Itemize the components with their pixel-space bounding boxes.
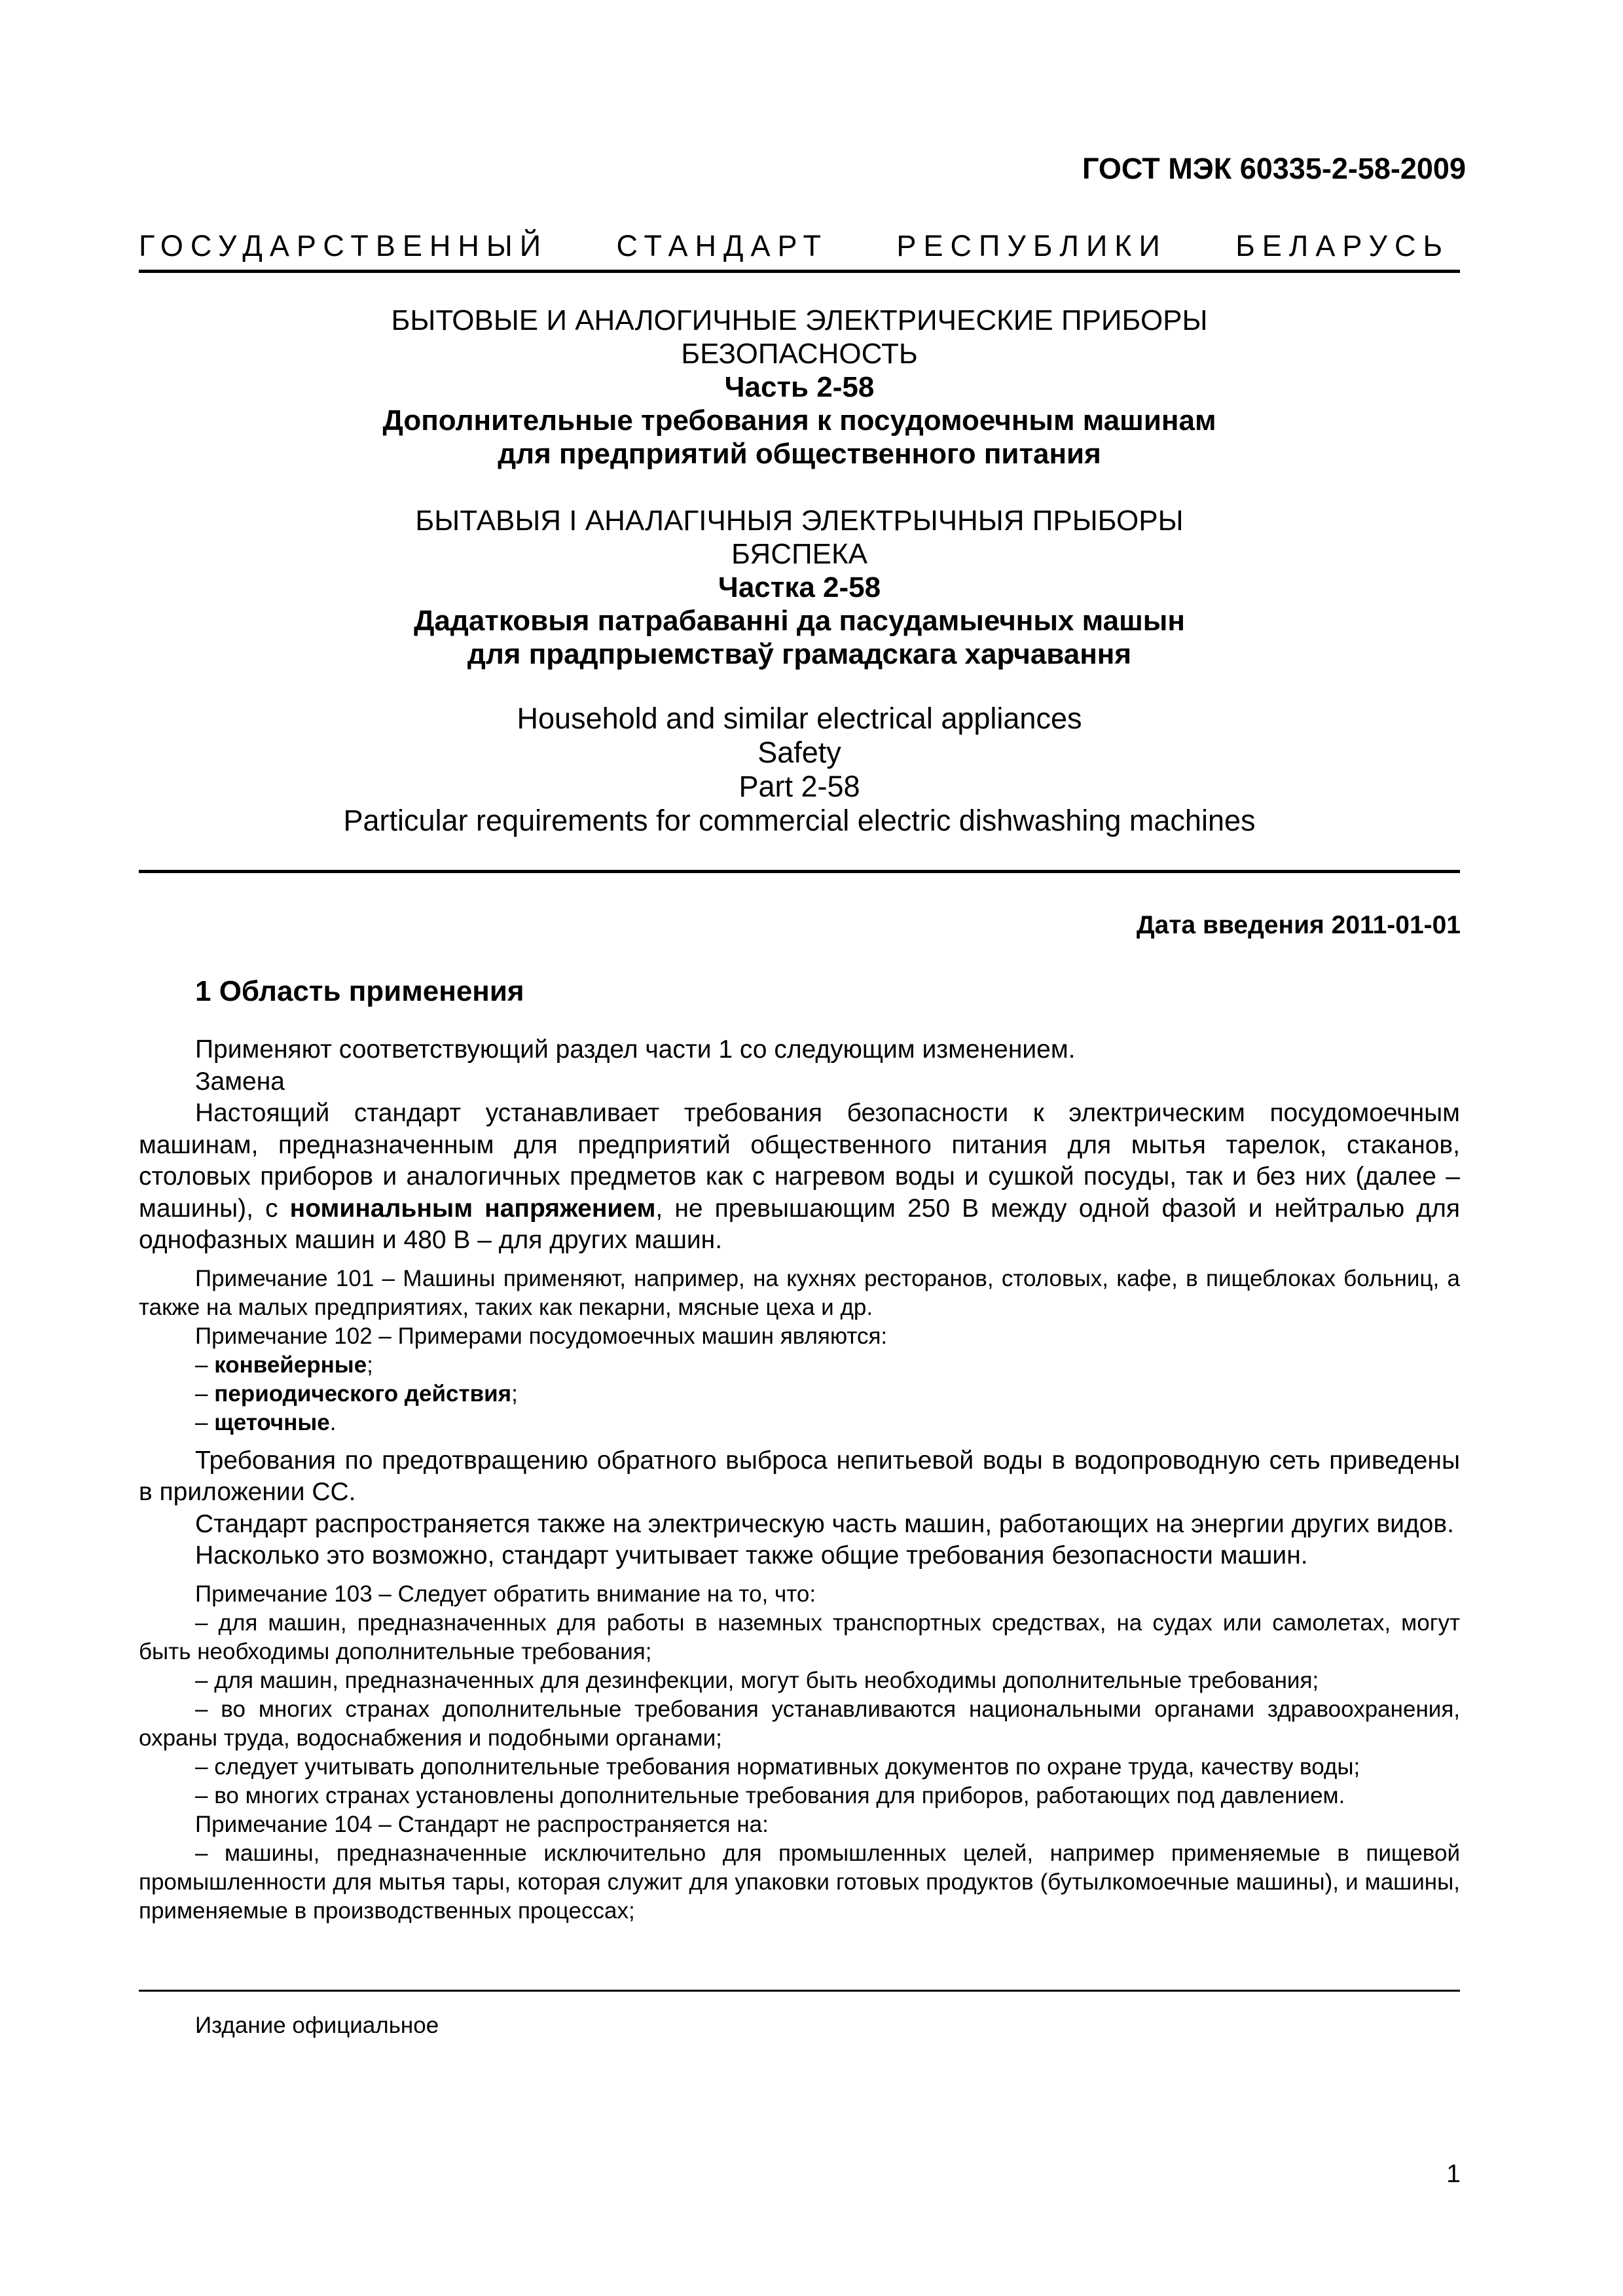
paragraph-text: , не превышающим 250 В между одной фазой и нейтралью для однофазных машин и 480 В – для других машин. (139, 1194, 1460, 1254)
title-by-part: Частка 2-58 (718, 571, 881, 603)
note-list-item: – во многих странах дополнительные требования устанавливаются национальными органами здравоохранения, охраны труда, водоснабжения и подобными органами; (139, 1696, 1460, 1751)
paragraph: Насколько это возможно, стандарт учитывает также общие требования безопасности машин. (195, 1541, 1308, 1570)
paragraph: Требования по предотвращению обратного выброса непитьевой воды в водопроводную сеть приведены в приложении СС. (139, 1446, 1460, 1506)
title-ru-line: БЕЗОПАСНОСТЬ (681, 338, 918, 370)
introduction-date: Дата введения 2011-01-01 (1136, 911, 1461, 939)
paragraph: Стандарт распространяется также на электрическую часть машин, работающих на энергии других видов. (195, 1509, 1454, 1538)
spacer (139, 1437, 1460, 1445)
dash: – (195, 1409, 215, 1435)
title-en-part: Part 2-58 (739, 770, 860, 803)
punct: ; (367, 1352, 373, 1378)
document-code: ГОСТ МЭК 60335-2-58-2009 (1082, 152, 1466, 185)
header-divider (139, 270, 1460, 273)
title-en-line: Household and similar electrical appliances (517, 702, 1082, 735)
title-ru-subtitle: для предприятий общественного питания (498, 438, 1101, 470)
title-ru-line: БЫТОВЫЕ И АНАЛОГИЧНЫЕ ЭЛЕКТРИЧЕСКИЕ ПРИБОРЫ (391, 304, 1208, 336)
spacer (139, 1572, 1460, 1580)
punct: . (329, 1409, 337, 1435)
note-102: Примечание 102 – Примерами посудомоечных машин являются: (195, 1323, 888, 1349)
note-101: Примечание 101 – Машины применяют, например, на кухнях ресторанов, столовых, кафе, в пищеблоках больниц, а также на малых предприятиях, таких как пекарни, мясные цеха и др. (139, 1265, 1460, 1320)
title-ru-subtitle: Дополнительные требования к посудомоечным машинам (382, 404, 1216, 437)
term: щеточные (214, 1409, 330, 1435)
title-by-line: БЯСПЕКА (731, 538, 867, 570)
paragraph: Применяют соответствующий раздел части 1 со следующим изменением. (195, 1035, 1076, 1064)
term: конвейерные (214, 1352, 367, 1378)
note-list-item: – для машин, предназначенных для работы в наземных транспортных средствах, на судах или самолетах, могут быть необходимы дополнительные требования; (139, 1609, 1460, 1664)
term-rated-voltage: номинальным напряжением (289, 1194, 656, 1223)
paragraph-text: Настоящий стандарт устанавливает требования безопасности к электрическим посудомоечным машинам, предназначенным для предприятий общественного питания для мытья тарелок, стаканов, столовых приборов и аналогичных предметов как с нагревом воды и сушкой посуды, так и без них (далее – машины), с (139, 1099, 1460, 1223)
note-list-item: – машины, предназначенные исключительно для промышленных целей, например применяемые в пищевой промышленности для мытья тары, которая служит для упаковки готовых продуктов (бутылкомоечные машины), и машины, применяемые в производственных процессах; (139, 1840, 1460, 1924)
title-by-subtitle: для прадпрыемстваў грамадскага харчавання (467, 638, 1132, 670)
title-en-line: Safety (757, 736, 841, 769)
title-russian (139, 304, 1460, 471)
note-list-item: – следует учитывать дополнительные требования нормативных документов по охране труда, качеству воды; (195, 1753, 1360, 1780)
term: периодического действия (214, 1380, 512, 1407)
note-list-item (139, 1351, 1460, 1380)
title-by-line: БЫТАВЫЯ І АНАЛАГІЧНЫЯ ЭЛЕКТРЫЧНЫЯ ПРЫБОРЫ (415, 505, 1184, 537)
punct: ; (511, 1380, 518, 1407)
scope-paragraph (139, 1098, 1460, 1257)
edition-label: Издание официальное (195, 2013, 439, 2038)
note-104: Примечание 104 – Стандарт не распространяется на: (195, 1811, 769, 1837)
footer-divider (139, 1990, 1460, 1992)
note-list-item (139, 1380, 1460, 1408)
paragraph: Замена (195, 1067, 285, 1096)
note-list-item: – во многих странах установлены дополнительные требования для приборов, работающих под давлением. (195, 1782, 1345, 1808)
state-standard-title: ГОСУДАРСТВЕННЫЙ СТАНДАРТ РЕСПУБЛИКИ БЕЛАРУСЬ (139, 229, 1450, 262)
title-en-subtitle: Particular requirements for commercial electric dishwashing machines (343, 804, 1256, 837)
section-body (139, 1034, 1460, 1926)
section-heading: 1 Область применения (195, 975, 524, 1007)
title-by-subtitle: Дадатковыя патрабаванні да пасудамыечных машын (414, 605, 1185, 637)
title-ru-part: Часть 2-58 (724, 371, 875, 403)
dash: – (195, 1352, 215, 1378)
note-103: Примечание 103 – Следует обратить внимание на то, что: (195, 1581, 816, 1607)
dash: – (195, 1380, 215, 1407)
title-english (139, 702, 1460, 838)
title-belarusian (139, 504, 1460, 671)
note-list-item: – для машин, предназначенных для дезинфекции, могут быть необходимы дополнительные требования; (195, 1667, 1319, 1693)
note-list-item (139, 1408, 1460, 1437)
spacer (139, 1257, 1460, 1265)
title-divider (139, 870, 1460, 873)
page-number: 1 (1446, 2160, 1461, 2188)
